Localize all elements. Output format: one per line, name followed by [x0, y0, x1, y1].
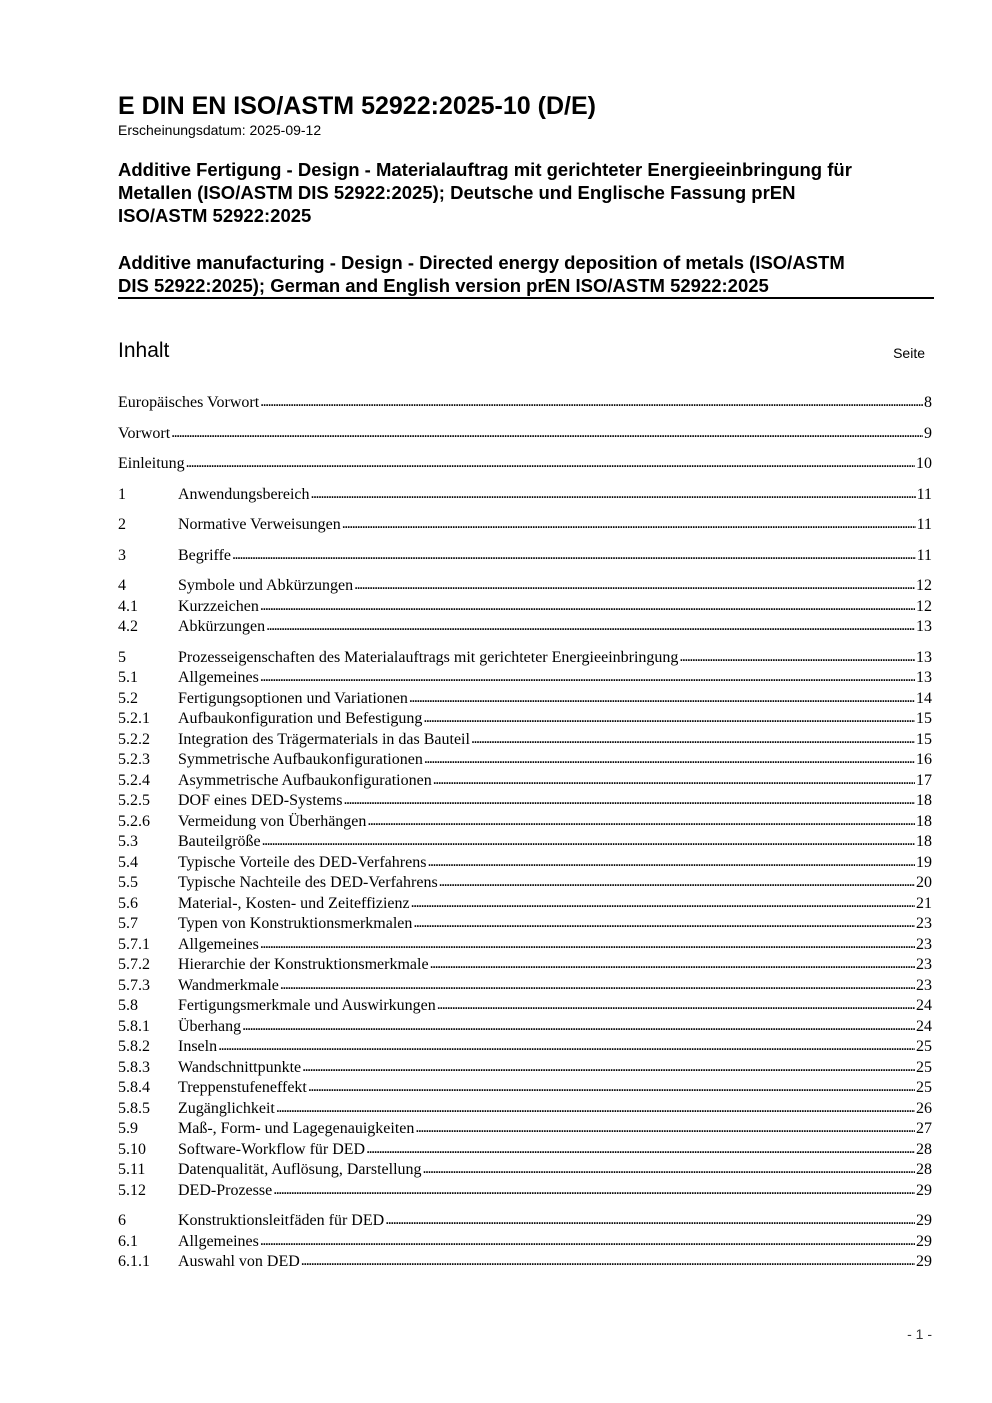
toc-entry-number: 6.1	[118, 1232, 138, 1250]
toc-entry-page: 19	[916, 853, 932, 871]
toc-entry-title: Datenqualität, Auflösung, Darstellung	[178, 1161, 422, 1178]
toc-dot-leader	[427, 852, 915, 873]
toc-dot-leader	[218, 1036, 915, 1057]
toc-entry-number: 4.1	[118, 597, 138, 615]
toc-dot-leader	[423, 1159, 915, 1180]
toc-dot-leader	[302, 1057, 915, 1078]
toc-entry[interactable]	[118, 1160, 932, 1181]
toc-dot-leader	[262, 831, 915, 852]
toc-entry-title: Allgemeines	[178, 1232, 259, 1250]
toc-entry-number: 5.3	[118, 833, 138, 850]
toc-entry-title: Treppenstufeneffekt	[178, 1079, 307, 1096]
toc-entry-number: 5.7.3	[118, 976, 150, 994]
toc-entry[interactable]	[118, 1017, 932, 1038]
toc-entry-title: Normative Verweisungen	[178, 516, 341, 533]
toc-dot-leader	[439, 872, 915, 893]
toc-dot-leader	[471, 729, 915, 750]
toc-entry-number: 5.7.1	[118, 935, 150, 953]
toc-entry[interactable]	[118, 1119, 932, 1140]
toc-entry-title: Fertigungsmerkmale und Auswirkungen	[178, 997, 436, 1014]
toc-entry[interactable]	[118, 515, 932, 536]
toc-entry-title: DOF eines DED-Systems	[178, 792, 343, 809]
toc-entry-number: 3	[118, 546, 126, 564]
title-divider	[118, 297, 934, 299]
toc-entry-number: 5.2.5	[118, 792, 150, 809]
toc-entry-title: Bauteilgröße	[178, 833, 261, 850]
toc-entry-page: 23	[916, 935, 932, 953]
toc-entry[interactable]	[118, 393, 932, 414]
toc-dot-leader	[430, 954, 915, 975]
toc-entry-number: 5.6	[118, 894, 138, 912]
toc-entry[interactable]	[118, 771, 932, 792]
toc-entry-title: Material-, Kosten- und Zeiteffizienz	[178, 894, 410, 912]
toc-dot-leader	[260, 667, 915, 688]
toc-entry-page: 20	[916, 874, 932, 891]
toc-entry-number: 5.10	[118, 1140, 146, 1158]
toc-entry[interactable]	[118, 812, 932, 833]
toc-entry-page: 29	[916, 1212, 932, 1229]
toc-page-column-label: Seite	[893, 345, 925, 361]
toc-entry-number: 5.2.1	[118, 710, 150, 727]
toc-entry-page: 18	[916, 833, 932, 850]
toc-entry[interactable]	[118, 853, 932, 874]
title-german: Additive Fertigung - Design - Materialauftrag mit gerichteter Energieeinbringung für Metallen (ISO/ASTM DIS 52922:2025); Deutsche und Englische Fassung prEN ISO/ASTM 52922:2025	[118, 159, 852, 226]
toc-entry-title: Vorwort	[118, 424, 171, 442]
toc-entry-page: 23	[916, 956, 932, 973]
toc-entry-page: 29	[916, 1253, 932, 1270]
toc-entry[interactable]	[118, 1252, 932, 1273]
toc-dot-leader	[311, 484, 916, 505]
toc-entry-title: Auswahl von DED	[178, 1253, 300, 1270]
toc-entry-title: Begriffe	[178, 546, 232, 564]
toc-entry-page: 17	[916, 771, 932, 789]
toc-entry-page: 12	[916, 577, 932, 594]
toc-dot-leader	[343, 790, 915, 811]
toc-entry-page: 24	[916, 1017, 932, 1035]
toc-entry-number: 5.8.4	[118, 1079, 150, 1096]
toc-entry[interactable]	[118, 709, 932, 730]
toc-entry-number: 2	[118, 516, 126, 533]
toc-entry-title: Symbole und Abkürzungen	[178, 577, 354, 594]
toc-dot-leader	[273, 1180, 915, 1201]
toc-entry-number: 6	[118, 1212, 126, 1229]
toc-entry[interactable]	[118, 791, 932, 812]
toc-dot-leader	[679, 647, 915, 668]
toc-entry[interactable]	[118, 730, 932, 751]
toc-entry[interactable]	[118, 546, 932, 567]
toc-entry[interactable]	[118, 914, 932, 935]
toc-entry-title: Asymmetrische Aufbaukonfigurationen	[178, 771, 432, 789]
toc-entry-number: 5.2.2	[118, 730, 150, 748]
toc-entry-number: 5.4	[118, 853, 138, 871]
toc-entry-title: Hierarchie der Konstruktionsmerkmale	[178, 956, 429, 973]
toc-dot-leader	[433, 770, 915, 791]
toc-dot-leader	[354, 575, 915, 596]
toc-entry-number: 4.2	[118, 618, 138, 635]
toc-entry-page: 12	[916, 597, 932, 615]
toc-entry-page: 10	[916, 455, 932, 472]
toc-entry-page: 13	[916, 648, 932, 666]
toc-dot-leader	[260, 934, 915, 955]
toc-entry[interactable]	[118, 832, 932, 853]
toc-entry-page: 8	[924, 394, 932, 411]
toc-entry-title: Vermeidung von Überhängen	[178, 812, 367, 830]
toc-entry-number: 5.8	[118, 997, 138, 1014]
toc-entry-page: 24	[916, 997, 932, 1014]
toc-entry[interactable]	[118, 597, 932, 618]
toc-entry-title: Anwendungsbereich	[178, 485, 310, 503]
toc-entry-title: Allgemeines	[178, 669, 259, 686]
toc-entry-number: 5.5	[118, 874, 138, 891]
toc-entry-title: Abkürzungen	[178, 618, 266, 635]
toc-dot-leader	[301, 1251, 915, 1272]
toc-entry[interactable]	[118, 1058, 932, 1079]
title-english: Additive manufacturing - Design - Directed energy deposition of metals (ISO/ASTM DIS 52922:2025); German and English version prEN ISO/ASTM 52922:2025	[118, 252, 845, 296]
toc-entry-page: 28	[916, 1161, 932, 1178]
toc-entry-page: 15	[916, 730, 932, 748]
toc-entry-title: Kurzzeichen	[178, 597, 259, 615]
toc-entry-title: Symmetrische Aufbaukonfigurationen	[178, 751, 423, 768]
toc-entry-number: 5.9	[118, 1120, 138, 1137]
toc-dot-leader	[186, 453, 915, 474]
toc-dot-leader	[260, 392, 923, 413]
toc-entry-number: 5.2.4	[118, 771, 150, 789]
toc-entry-page: 23	[916, 915, 932, 932]
toc-dot-leader	[413, 913, 915, 934]
toc-entry[interactable]	[118, 894, 932, 915]
toc-entry-title: Integration des Trägermaterials in das Bauteil	[178, 730, 470, 748]
toc-entry[interactable]	[118, 1037, 932, 1058]
toc-entry-page: 13	[916, 618, 932, 635]
toc-dot-leader	[171, 423, 923, 444]
toc-dot-leader	[415, 1118, 915, 1139]
toc-entry-title: DED-Prozesse	[178, 1181, 273, 1199]
toc-dot-leader	[385, 1210, 915, 1231]
toc-entry-title: Prozesseigenschaften des Materialauftrags mit gerichteter Energieeinbringung	[178, 648, 679, 666]
toc-dot-leader	[232, 545, 916, 566]
toc-entry[interactable]	[118, 648, 932, 669]
toc-entry-page: 21	[916, 894, 932, 912]
toc-entry-number: 4	[118, 577, 126, 594]
toc-entry[interactable]	[118, 976, 932, 997]
toc-heading: Inhalt	[118, 339, 170, 362]
toc-entry-number: 5.1	[118, 669, 138, 686]
toc-entry-title: Wandschnittpunkte	[178, 1058, 302, 1076]
toc-dot-leader	[280, 975, 915, 996]
toc-entry-number: 5.8.1	[118, 1017, 150, 1035]
toc-entry[interactable]	[118, 1140, 932, 1161]
toc-dot-leader	[409, 688, 915, 709]
toc-entry-title: Fertigungsoptionen und Variationen	[178, 689, 408, 707]
toc-entry[interactable]	[118, 1211, 932, 1232]
toc-entry[interactable]	[118, 668, 932, 689]
toc-dot-leader	[260, 1231, 915, 1252]
toc-entry-number: 5.2.6	[118, 812, 150, 830]
toc-entry-page: 15	[916, 710, 932, 727]
toc-entry-page: 28	[916, 1140, 932, 1158]
toc-entry-page: 25	[916, 1079, 932, 1096]
toc-entry[interactable]	[118, 617, 932, 638]
toc-entry-title: Überhang	[178, 1017, 242, 1035]
toc-entry-page: 25	[916, 1058, 932, 1076]
toc-entry[interactable]	[118, 1181, 932, 1202]
toc-entry-page: 23	[916, 976, 932, 994]
document-page	[118, 0, 934, 1403]
toc-entry-title: Konstruktionsleitfäden für DED	[178, 1212, 385, 1229]
toc-entry-page: 27	[916, 1120, 932, 1137]
toc-dot-leader	[260, 596, 915, 617]
toc-entry-page: 11	[916, 485, 932, 503]
toc-entry[interactable]	[118, 454, 932, 475]
toc-entry[interactable]	[118, 424, 932, 445]
toc-entry-number: 5.7.2	[118, 956, 150, 973]
toc-entry-page: 18	[916, 792, 932, 809]
toc-entry-page: 16	[916, 751, 932, 768]
toc-entry-title: Aufbaukonfiguration und Befestigung	[178, 710, 423, 727]
toc-dot-leader	[266, 616, 915, 637]
toc-entry-page: 25	[916, 1038, 932, 1055]
toc-entry-title: Typen von Konstruktionsmerkmalen	[178, 915, 413, 932]
document-id: E DIN EN ISO/ASTM 52922:2025-10 (D/E)	[118, 92, 596, 120]
toc-entry[interactable]	[118, 485, 932, 506]
toc-entry-page: 9	[924, 424, 932, 442]
issue-date: Erscheinungsdatum: 2025-09-12	[118, 122, 322, 138]
toc-dot-leader	[242, 1016, 915, 1037]
toc-entry-number: 1	[118, 485, 126, 503]
toc-entry-page: 11	[916, 516, 932, 533]
toc-entry-page: 14	[916, 689, 932, 707]
toc-dot-leader	[342, 514, 916, 535]
toc-dot-leader	[367, 811, 915, 832]
toc-entry-number: 5.12	[118, 1181, 146, 1199]
toc-entry-number: 5	[118, 648, 126, 666]
toc-entry-number: 6.1.1	[118, 1253, 150, 1270]
toc-entry-number: 5.2	[118, 689, 138, 707]
toc-entry[interactable]	[118, 576, 932, 597]
toc-entry-number: 5.8.3	[118, 1058, 150, 1076]
table-of-contents	[118, 393, 932, 1273]
toc-entry[interactable]	[118, 1232, 932, 1253]
toc-dot-leader	[423, 708, 915, 729]
toc-dot-leader	[411, 893, 915, 914]
toc-entry-title: Einleitung	[118, 455, 185, 472]
toc-entry-page: 29	[916, 1181, 932, 1199]
toc-entry[interactable]	[118, 955, 932, 976]
toc-entry-page: 18	[916, 812, 932, 830]
toc-entry-number: 5.8.2	[118, 1038, 150, 1055]
toc-entry[interactable]	[118, 1078, 932, 1099]
toc-entry-page: 29	[916, 1232, 932, 1250]
toc-entry[interactable]	[118, 996, 932, 1017]
toc-entry-title: Maß-, Form- und Lagegenauigkeiten	[178, 1120, 415, 1137]
toc-entry[interactable]	[118, 750, 932, 771]
toc-entry-title: Wandmerkmale	[178, 976, 279, 994]
toc-entry[interactable]	[118, 689, 932, 710]
toc-entry-number: 5.2.3	[118, 751, 150, 768]
toc-entry-title: Typische Nachteile des DED-Verfahrens	[178, 874, 438, 891]
toc-dot-leader	[308, 1077, 915, 1098]
toc-entry-page: 26	[916, 1099, 932, 1117]
toc-entry-title: Software-Workflow für DED	[178, 1140, 366, 1158]
toc-dot-leader	[424, 749, 915, 770]
toc-dot-leader	[276, 1098, 915, 1119]
toc-entry-number: 5.7	[118, 915, 138, 932]
toc-entry-title: Zugänglichkeit	[178, 1099, 275, 1117]
toc-entry-title: Europäisches Vorwort	[118, 394, 260, 411]
toc-entry-title: Typische Vorteile des DED-Verfahrens	[178, 853, 427, 871]
toc-entry[interactable]	[118, 935, 932, 956]
toc-entry-page: 13	[916, 669, 932, 686]
toc-entry[interactable]	[118, 1099, 932, 1120]
toc-entry-title: Allgemeines	[178, 935, 259, 953]
toc-entry-number: 5.11	[118, 1161, 146, 1178]
toc-dot-leader	[366, 1139, 915, 1160]
toc-entry-number: 5.8.5	[118, 1099, 150, 1117]
toc-entry-page: 11	[916, 546, 932, 564]
toc-entry[interactable]	[118, 873, 932, 894]
footer-page-number: - 1 -	[907, 1326, 932, 1342]
toc-dot-leader	[437, 995, 915, 1016]
toc-entry-title: Inseln	[178, 1038, 218, 1055]
